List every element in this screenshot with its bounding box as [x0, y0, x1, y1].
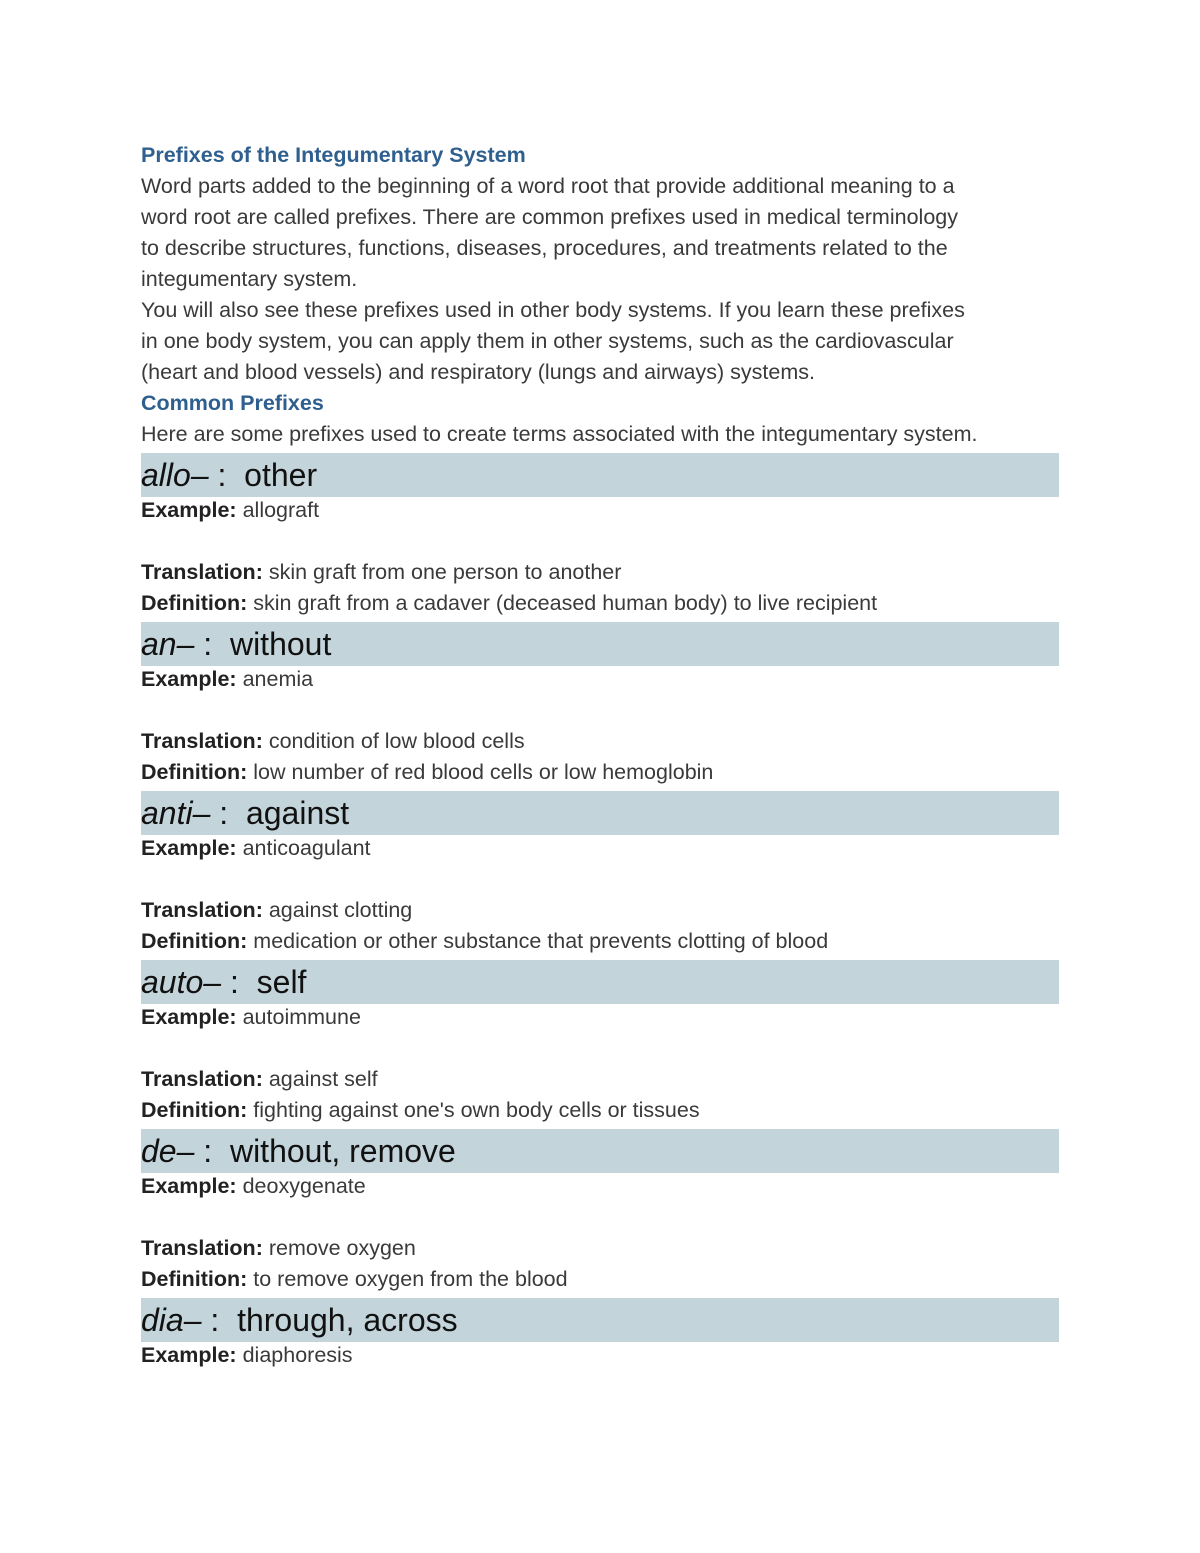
translation-line	[141, 1064, 1059, 1095]
translation-label: Translation:	[141, 1067, 263, 1091]
prefix-entry	[141, 453, 1059, 619]
example-label: Example:	[141, 1174, 237, 1198]
example-value: diaphoresis	[242, 1343, 353, 1367]
example-value: autoimmune	[242, 1005, 361, 1029]
blank-line	[141, 526, 1059, 557]
example-label: Example:	[141, 1343, 237, 1367]
example-line	[141, 1340, 1059, 1371]
blank-line	[141, 695, 1059, 726]
prefix-term: de–	[141, 1132, 195, 1169]
prefix-term: an–	[141, 625, 195, 662]
prefix-term-bar	[141, 1298, 1059, 1342]
example-label: Example:	[141, 498, 237, 522]
prefix-term: anti–	[141, 794, 211, 831]
definition-value: low number of red blood cells or low hemoglobin	[253, 760, 714, 784]
prefix-separator: :	[194, 1132, 230, 1169]
definition-value: skin graft from a cadaver (deceased human body) to live recipient	[253, 591, 878, 615]
prefix-entry	[141, 622, 1059, 788]
prefix-term: dia–	[141, 1301, 202, 1338]
paragraph-line: to describe structures, functions, diseases, procedures, and treatments related to the	[141, 236, 948, 260]
prefix-term-bar	[141, 622, 1059, 666]
prefix-separator: :	[201, 1301, 238, 1338]
prefix-meaning: without	[229, 625, 332, 662]
prefix-separator: :	[210, 794, 246, 831]
example-label: Example:	[141, 836, 237, 860]
example-value: deoxygenate	[242, 1174, 366, 1198]
prefix-separator: :	[221, 963, 257, 1000]
translation-line	[141, 557, 1059, 588]
definition-line	[141, 1095, 1059, 1126]
example-line	[141, 664, 1059, 695]
prefix-entry	[141, 960, 1059, 1126]
paragraph-line: integumentary system.	[141, 267, 358, 291]
prefix-term: auto–	[141, 963, 222, 1000]
prefix-meaning: without, remove	[229, 1132, 456, 1169]
prefix-entry	[141, 1129, 1059, 1295]
example-line	[141, 1002, 1059, 1033]
translation-value: remove oxygen	[268, 1236, 416, 1260]
example-label: Example:	[141, 667, 237, 691]
example-line	[141, 1171, 1059, 1202]
translation-value: against clotting	[268, 898, 413, 922]
definition-line	[141, 926, 1059, 957]
definition-line	[141, 588, 1059, 619]
section-title: Prefixes of the Integumentary System	[141, 143, 526, 167]
example-line	[141, 495, 1059, 526]
prefix-term-bar	[141, 1129, 1059, 1173]
definition-label: Definition:	[141, 591, 248, 615]
prefix-term-bar	[141, 453, 1059, 497]
prefix-meaning: through, across	[237, 1301, 458, 1338]
definition-label: Definition:	[141, 1098, 248, 1122]
paragraph-line: in one body system, you can apply them in other systems, such as the cardiovascular	[141, 329, 954, 353]
prefix-entry-list	[141, 453, 1059, 1371]
prefix-term: allo–	[141, 456, 209, 493]
definition-line	[141, 1264, 1059, 1295]
definition-label: Definition:	[141, 929, 248, 953]
paragraph-line: (heart and blood vessels) and respiratory (lungs and airways) systems.	[141, 360, 815, 384]
translation-label: Translation:	[141, 1236, 263, 1260]
prefix-entry	[141, 791, 1059, 957]
translation-label: Translation:	[141, 560, 263, 584]
definition-label: Definition:	[141, 760, 248, 784]
definition-line	[141, 757, 1059, 788]
prefix-meaning: against	[245, 794, 350, 831]
common-prefixes-title: Common Prefixes	[141, 391, 324, 415]
blank-line	[141, 1202, 1059, 1233]
prefix-term-bar	[141, 960, 1059, 1004]
intro-paragraph-2	[141, 295, 1059, 388]
blank-line	[141, 864, 1059, 895]
prefix-entry	[141, 1298, 1059, 1371]
translation-line	[141, 895, 1059, 926]
example-value: allograft	[242, 498, 320, 522]
definition-value: to remove oxygen from the blood	[253, 1267, 568, 1291]
prefix-term-bar	[141, 791, 1059, 835]
prefix-meaning: other	[244, 456, 318, 493]
translation-line	[141, 726, 1059, 757]
example-label: Example:	[141, 1005, 237, 1029]
translation-value: skin graft from one person to another	[268, 560, 622, 584]
intro-paragraph-1	[141, 171, 1059, 295]
example-value: anemia	[242, 667, 314, 691]
common-prefixes-intro: Here are some prefixes used to create terms associated with the integumentary system.	[141, 422, 978, 446]
definition-value: medication or other substance that prevents clotting of blood	[253, 929, 829, 953]
translation-value: against self	[268, 1067, 378, 1091]
prefix-separator: :	[194, 625, 230, 662]
document-page	[141, 140, 1059, 1371]
example-value: anticoagulant	[242, 836, 371, 860]
translation-value: condition of low blood cells	[268, 729, 525, 753]
prefix-meaning: self	[256, 963, 307, 1000]
definition-label: Definition:	[141, 1267, 248, 1291]
translation-label: Translation:	[141, 729, 263, 753]
example-line	[141, 833, 1059, 864]
blank-line	[141, 1033, 1059, 1064]
definition-value: fighting against one's own body cells or tissues	[253, 1098, 700, 1122]
translation-label: Translation:	[141, 898, 263, 922]
paragraph-line: Word parts added to the beginning of a word root that provide additional meaning to a	[141, 174, 955, 198]
prefix-separator: :	[208, 456, 245, 493]
paragraph-line: You will also see these prefixes used in other body systems. If you learn these prefixes	[141, 298, 965, 322]
translation-line	[141, 1233, 1059, 1264]
paragraph-line: word root are called prefixes. There are common prefixes used in medical terminology	[141, 205, 958, 229]
